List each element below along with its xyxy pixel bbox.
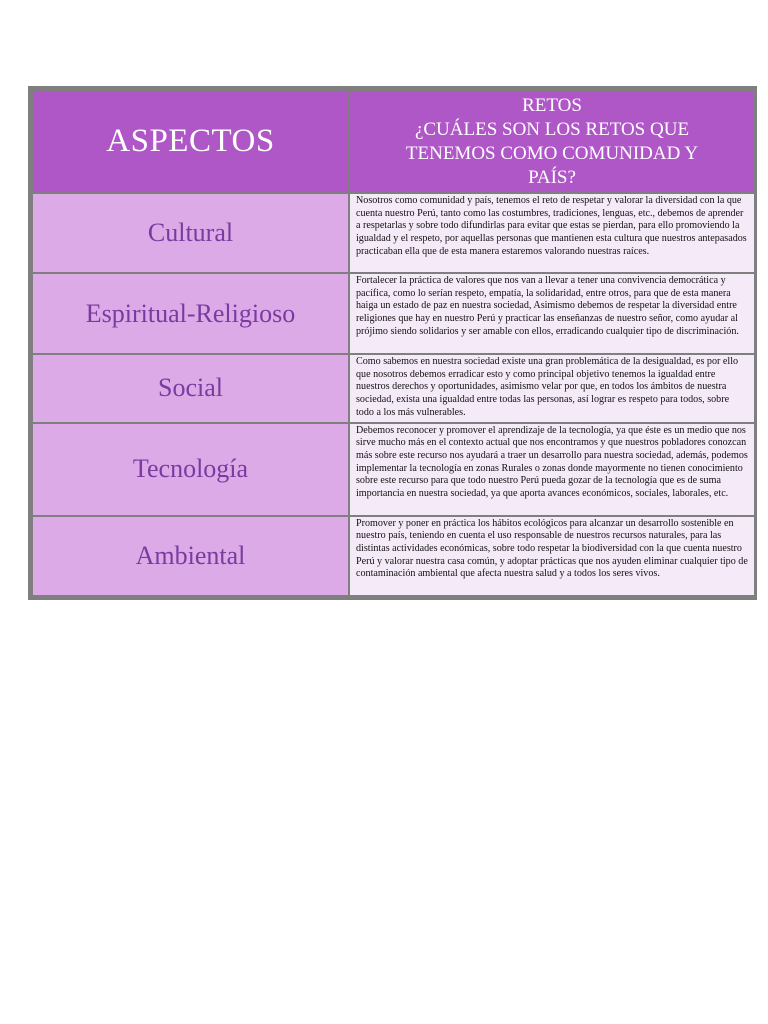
header-row xyxy=(32,90,755,193)
aspect-label-social: Social xyxy=(32,354,349,423)
header-retos xyxy=(349,90,755,193)
retos-table-grid xyxy=(31,89,756,597)
header-retos-line: ¿CUÁLES SON LOS RETOS QUE xyxy=(414,118,690,140)
aspect-description-social: Como sabemos en nuestra sociedad existe una gran problemática de la desigualdad, es por ello que nosotros debemos erradicar esto y como principal objetivo tenemos la igualdad entre nuestros derechos y oportunidades, asimismo velar por que, en todos los ámbitos de nuestra sociedad, exista una igualdad entre todas las personas, así lograr es respeto para todos, sobre todo a los más vulnerables. xyxy=(349,354,755,423)
retos-table xyxy=(28,86,757,600)
aspect-description-tecnologia: Debemos reconocer y promover el aprendizaje de la tecnología, ya que éste es un medio que nos sirve mucho más en el contexto actual que nos encontramos y que nuestros pobladores conozcan más sobre este recurso nos ayudará a traer un desarrollo para nuestra sociedad, además, podemos implementar la tecnología en zonas Rurales o zonas donde mayormente no tienen conocimiento sobre este recurso para que todo nuestro Perú pueda gozar de la tecnología que es de suma importancia en nuestra sociedad, ya que aporta avances económicos, sociales, laborales, etc. xyxy=(349,423,755,516)
table-row xyxy=(32,273,755,354)
aspect-label-cultural: Cultural xyxy=(32,193,349,273)
aspect-label-espiritual-religioso: Espiritual-Religioso xyxy=(32,273,349,354)
header-retos-line: RETOS xyxy=(522,94,582,116)
table-row xyxy=(32,193,755,273)
aspect-label-ambiental: Ambiental xyxy=(32,516,349,596)
table-row xyxy=(32,354,755,423)
header-retos-line: PAÍS? xyxy=(528,166,576,188)
aspect-description-ambiental: Promover y poner en práctica los hábitos ecológicos para alcanzar un desarrollo sostenible en nuestro país, teniendo en cuenta el uso responsable de nuestros recursos naturales, para las distintas actividades económicas, sobre todo respetar la biodiversidad con la que cuenta nuestro Perú y valorar nuestra casa común, y adoptar prácticas que nos ayuden eliminar cualquier tipo de contaminación ambiental que afecta nuestra salud y a todos los seres vivos. xyxy=(349,516,755,596)
table-row xyxy=(32,423,755,516)
aspect-description-cultural: Nosotros como comunidad y país, tenemos el reto de respetar y valorar la diversidad con la que cuenta nuestro Perú, tanto como las costumbres, tradiciones, lenguas, etc., debemos de aprender a respetarlas y sobre todo difundirlas para evitar que estas se pierdan, para ello promoviendo la igualdad y el respeto, por aquellas personas que mantienen esta cultura que nuestros antepasados practicaban ella que de esta manera estaremos valorando nuestras raíces. xyxy=(349,193,755,273)
header-aspectos: ASPECTOS xyxy=(32,90,349,193)
aspect-label-tecnologia: Tecnología xyxy=(32,423,349,516)
aspect-description-espiritual-religioso: Fortalecer la práctica de valores que nos van a llevar a tener una convivencia democrática y pacífica, como lo serían respeto, empatía, la solidaridad, entre otros, para que de esta manera haiga un estado de paz en nuestra sociedad, Asimismo debemos de respetar la diversidad entre religiones que hay en nuestro Perú y practicar las enseñanzas de nuestro señor, como ayudar al prójimo siendo solidarios y ser amable con ellos, erradicando cualquier tipo de discriminación. xyxy=(349,273,755,354)
table-row xyxy=(32,516,755,596)
header-retos-line: TENEMOS COMO COMUNIDAD Y xyxy=(405,142,699,164)
